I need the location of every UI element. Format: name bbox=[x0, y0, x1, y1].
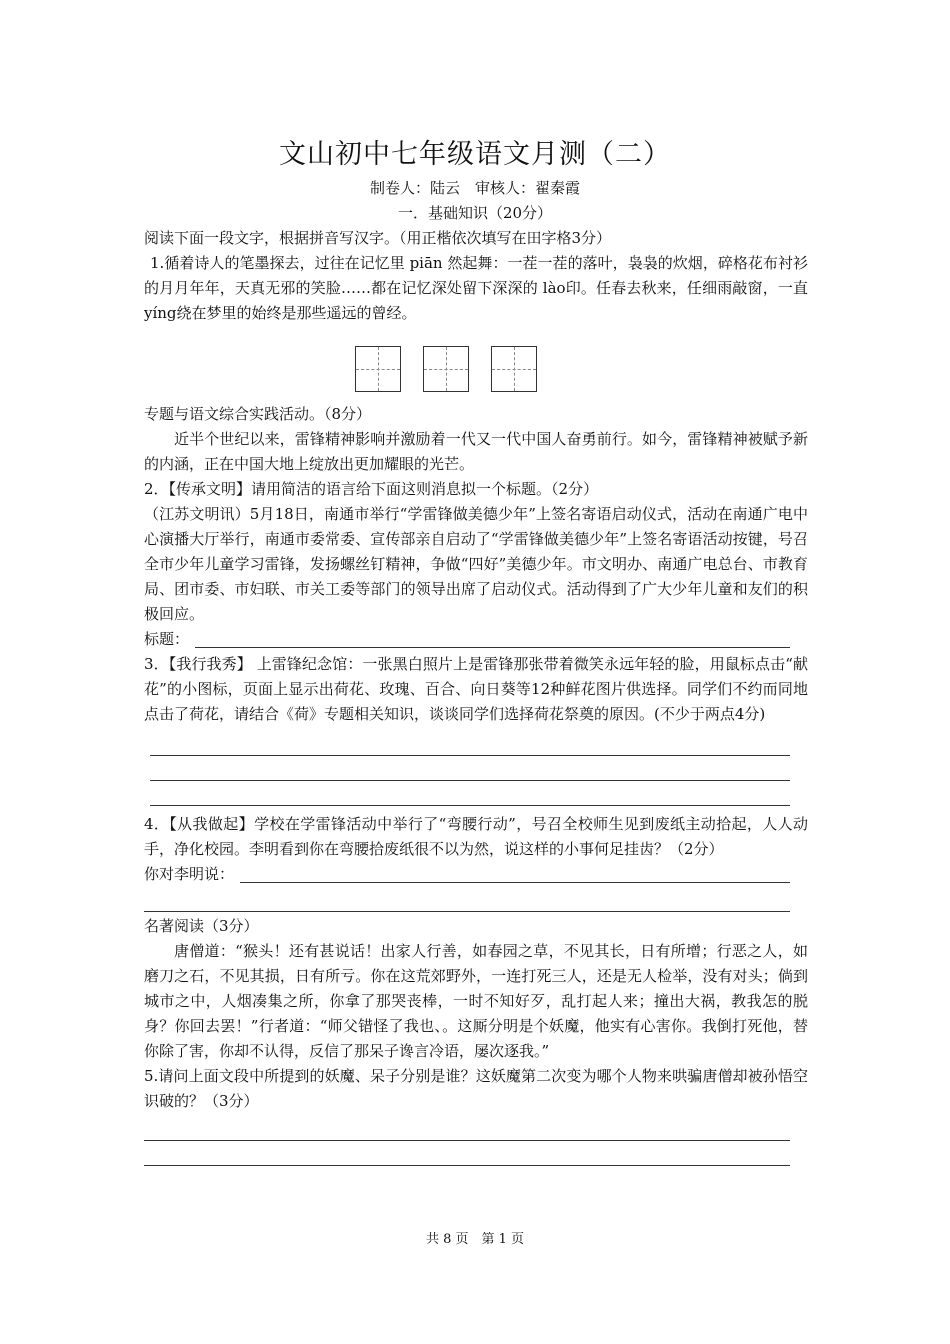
reading-passage: 唐僧道：“猴头！还有甚说话！出家人行善，如春园之草，不见其长，日有所增；行恶之人，如磨刀之石，不见其损，日有所亏。你在这荒郊野外，一连打死三人，还是无人检举，没有对头；倘到城市之中，人烟凑集之所，你拿了那哭丧棒，一时不知好歹，乱打起人来；撞出大祸，教我怎的脱身？你回去罢！”行者道：“师父错怪了我也、。这厮分明是个妖魔，他实有心害你。我倒打死他，替你除了害，你却不认得，反信了那呆子谗言冷语，屡次逐我。” bbox=[144, 942, 808, 1060]
q4-answer-label: 你对李明说： bbox=[144, 865, 235, 883]
section-heading: 一．基础知识（20分） bbox=[397, 204, 553, 222]
q3-answer-area bbox=[150, 731, 790, 806]
q2-answer-line[interactable] bbox=[195, 631, 790, 648]
q1-instruction: 阅读下面一段文字，根据拼音写汉字。（用正楷依次填写在田字格3分） bbox=[144, 229, 612, 247]
q4-answer-line-2[interactable] bbox=[144, 887, 790, 912]
q1-text: 1.循着诗人的笔墨探去，过往在记忆里 piān 然起舞：一茬一茬的落叶，袅袅的炊烟，碎格花布衬衫的月月年年，天真无邪的笑脸……都在记忆深处留下深深的 lào印。任春去秋来，任细雨敲窗，一直 yíng绕在梦里的始终是那些遥远的曾经。 bbox=[144, 254, 808, 322]
q3-answer-line-1[interactable] bbox=[150, 731, 790, 756]
q5-answer-line-2[interactable] bbox=[144, 1141, 790, 1166]
tian-grid-box-2[interactable] bbox=[423, 346, 469, 392]
q5-answer-area bbox=[144, 1116, 790, 1166]
tian-grid-row bbox=[144, 346, 808, 392]
exam-content bbox=[144, 226, 808, 1166]
q3-answer-line-3[interactable] bbox=[150, 781, 790, 806]
q5-answer-line-1[interactable] bbox=[144, 1116, 790, 1141]
q3-answer-line-2[interactable] bbox=[150, 756, 790, 781]
q2-prompt: 2．【传承文明】请用简洁的语言给下面这则消息拟一个标题。（2分） bbox=[144, 480, 599, 498]
page-footer: 共 8 页 第 1 页 bbox=[425, 1232, 525, 1247]
q4-answer-line-1[interactable] bbox=[240, 866, 790, 883]
tian-grid-box-3[interactable] bbox=[491, 346, 537, 392]
page-title: 文山初中七年级语文月测（二） bbox=[279, 139, 671, 170]
authors-line: 制卷人：陆云 审核人：翟秦霞 bbox=[369, 179, 580, 197]
q2-answer-row bbox=[144, 627, 790, 652]
tian-grid-box-1[interactable] bbox=[355, 346, 401, 392]
activity-intro: 近半个世纪以来，雷锋精神影响并激励着一代又一代中国人奋勇前行。如今，雷锋精神被赋予新的内涵，正在中国大地上绽放出更加耀眼的光芒。 bbox=[144, 430, 808, 473]
q2-answer-label: 标题： bbox=[144, 630, 190, 648]
q3-prompt: 3．【我行我秀】 上雷锋纪念馆：一张黑白照片上是雷锋那张带着微笑永远年轻的脸，用鼠标点击“献花”的小图标，页面上显示出荷花、玫瑰、百合、向日葵等12种鲜花图片供选择。同学们不约而同地点击了荷花，请结合《荷》专题相关知识，谈谈同学们选择荷花祭奠的原因。(不少于两点4分) bbox=[144, 655, 808, 723]
q2-news: （江苏文明讯）5月18日，南通市举行“学雷锋做美德少年”上签名寄语启动仪式，活动在南通广电中心演播大厅举行，南通市委常委、宣传部亲自启动了“学雷锋做美德少年”上签名寄语活动按键，号召全市少年儿童学习雷锋，发扬螺丝钉精神，争做“四好”美德少年。市文明办、南通广电总台、市教育局、团市委、市妇联、市关工委等部门的领导出席了启动仪式。活动得到了广大少年儿童和友们的积极回应。 bbox=[144, 505, 808, 623]
reading-heading: 名著阅读（3分） bbox=[144, 917, 259, 935]
q5-prompt: 5.请问上面文段中所提到的妖魔、呆子分别是谁？这妖魔第二次变为哪个人物来哄骗唐僧却被孙悟空识破的？（3分） bbox=[144, 1067, 808, 1110]
activity-heading: 专题与语文综合实践活动。（8分） bbox=[144, 405, 372, 423]
q4-prompt: 4．【从我做起】学校在学雷锋活动中举行了“弯腰行动”，号召全校师生见到废纸主动拾起，人人动手，净化校园。李明看到你在弯腰拾废纸很不以为然，说这样的小事何足挂齿？（2分） bbox=[144, 815, 808, 858]
q4-answer-row bbox=[144, 862, 790, 887]
